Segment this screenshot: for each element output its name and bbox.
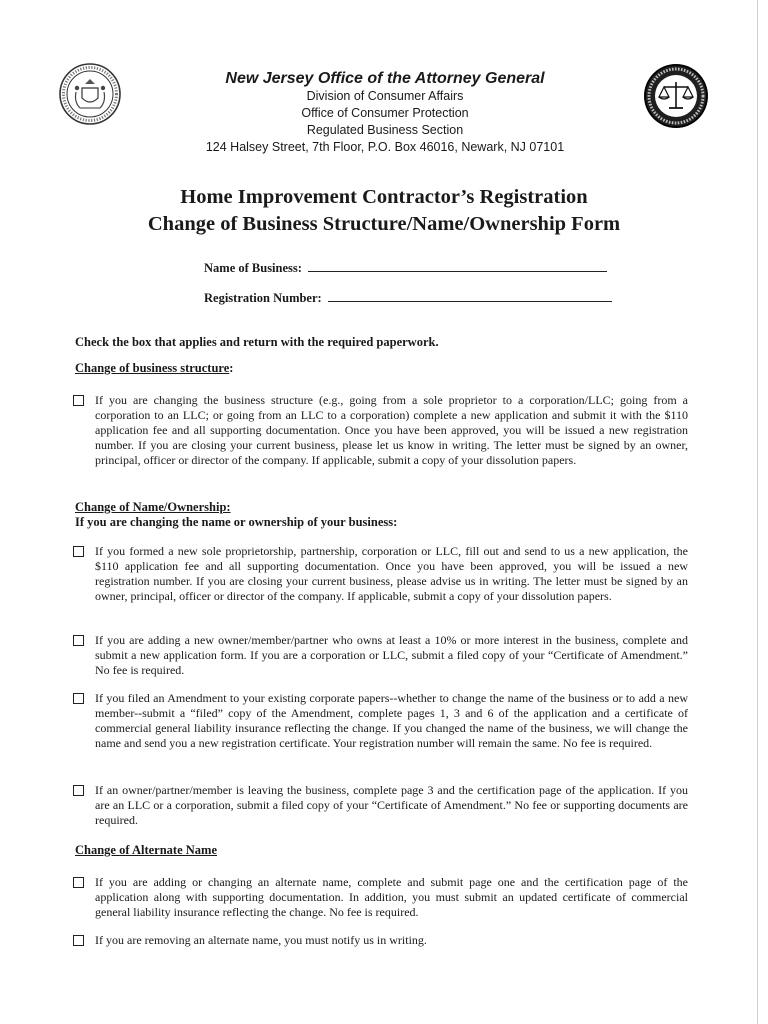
- form-title-line1: Home Improvement Contractor’s Registration: [180, 186, 588, 208]
- structure-heading-text: Change of business structure: [75, 361, 230, 375]
- checkbox[interactable]: [73, 935, 84, 946]
- business-name-blank[interactable]: [308, 260, 607, 272]
- scan-edge-divider: [757, 0, 758, 1024]
- instructions: Check the box that applies and return with the required paperwork.: [75, 335, 439, 349]
- attorney-general-seal-icon: [642, 62, 710, 130]
- business-name-field: [204, 260, 607, 276]
- checkbox-item: [73, 691, 688, 751]
- structure-heading-colon: :: [229, 361, 234, 375]
- office-address: 124 Halsey Street, 7th Floor, P.O. Box 46016, Newark, NJ 07101: [205, 140, 565, 154]
- checkbox-item-text: If you are removing an alternate name, you must notify us in writing.: [95, 933, 427, 947]
- registration-number-label: Registration Number:: [204, 291, 322, 305]
- checkbox-item-text: If you formed a new sole proprietorship, partnership, corporation or LLC, fill out and send to us a new application, the $110 application fee and all supporting documentation. Once you have been approved, you will be issued a new registration number. If you are closing your current business, please advise us in writing. The letter must be signed by an owner, principal, officer or director of the company. If applicable, submit a copy of your dissolution papers.: [95, 544, 688, 603]
- checkbox-item-text: If you are adding a new owner/member/partner who owns at least a 10% or more interest in the business, complete and submit a new application form. If you are a corporation or LLC, submit a filed copy of your “Certificate of Amendment.” No fee is required.: [95, 633, 688, 677]
- section-name: Regulated Business Section: [306, 123, 464, 137]
- checkbox[interactable]: [73, 693, 84, 704]
- checkbox[interactable]: [73, 635, 84, 646]
- registration-number-blank[interactable]: [328, 290, 612, 302]
- registration-number-field: [204, 290, 612, 306]
- state-seal-icon: [58, 62, 122, 126]
- checkbox-item: [73, 544, 688, 604]
- division-name: Division of Consumer Affairs: [306, 89, 464, 103]
- alternate-name-heading-text: Change of Alternate Name: [75, 843, 217, 857]
- business-name-label: Name of Business:: [204, 261, 302, 275]
- checkbox[interactable]: [73, 395, 84, 406]
- checkbox-item: [73, 633, 688, 678]
- section-subheading-name-ownership: If you are changing the name or ownership of your business:: [75, 515, 398, 529]
- checkbox-item-text: If an owner/partner/member is leaving the business, complete page 3 and the certification page of the application. If you are an LLC or a corporation, submit a filed copy of your “Certificate of Amendment.” No fee or supporting documents are required.: [95, 783, 688, 827]
- office-name: Office of Consumer Protection: [301, 106, 469, 120]
- checkbox-item-text: If you are changing the business structure (e.g., going from a sole proprietor to a corporation/LLC; going from a corporation to an LLC; or going from an LLC to a corporation) complete a new application and submit it with the $110 application fee and all supporting documentation. Once you have been approved, you will be issued a new registration number. If you are closing your current business, please let us know in writing. The letter must be signed by an owner, principal, officer or director of the company. If applicable, submit a copy of your dissolution papers.: [95, 393, 688, 467]
- form-title-line2: Change of Business Structure/Name/Ownership Form: [147, 213, 621, 235]
- checkbox-item-text: If you are adding or changing an alternate name, complete and submit page one and the certification page of the application along with supporting documentation. In addition, you must submit an updated certificate of commercial general liability insurance reflecting the change. No fee is required.: [95, 875, 688, 919]
- name-ownership-heading-text: Change of Name/Ownership:: [75, 500, 231, 514]
- checkbox[interactable]: [73, 546, 84, 557]
- checkbox[interactable]: [73, 877, 84, 888]
- agency-name: New Jersey Office of the Attorney General: [225, 70, 545, 87]
- checkbox-item-text: If you filed an Amendment to your existing corporate papers--whether to change the name of the business or to add a new member--submit a “filed” copy of the Amendment, complete pages 1, 3 and 6 of the application and a certificate of commercial general liability insurance reflecting the change. If you changed the name of the business, we will change the name and send you a new registration certificate. Your registration number will remain the same. No fee is required.: [95, 691, 688, 750]
- checkbox[interactable]: [73, 785, 84, 796]
- checkbox-item: [73, 933, 688, 948]
- checkbox-item: [73, 875, 688, 920]
- checkbox-item: [73, 783, 688, 828]
- section-heading-alternate-name: [75, 843, 217, 858]
- section-heading-structure: [75, 361, 233, 376]
- checkbox-item: [73, 393, 688, 468]
- section-heading-name-ownership: [75, 500, 231, 515]
